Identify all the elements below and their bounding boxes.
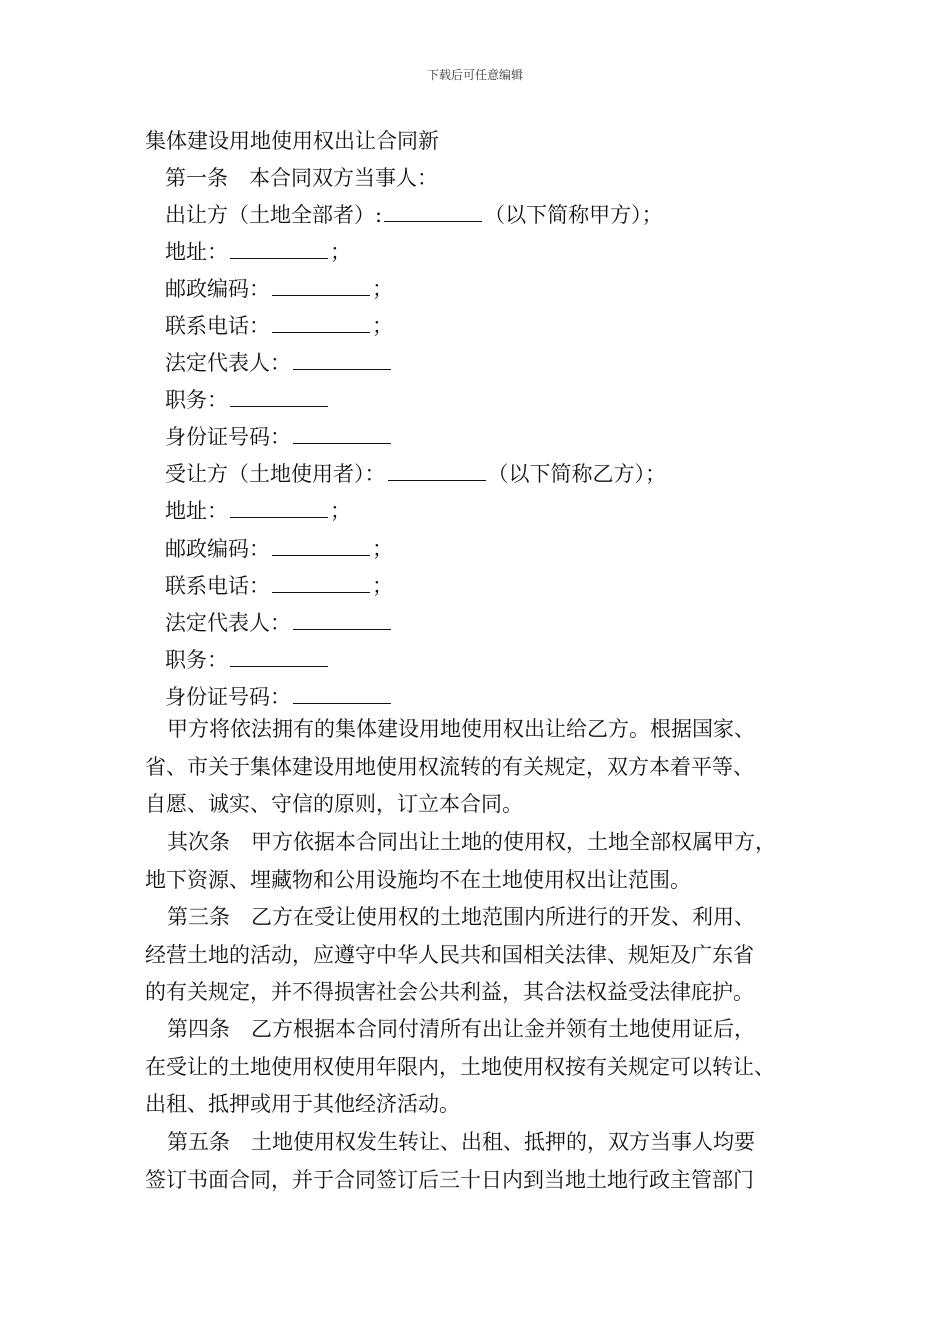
party-a-legal-rep <box>165 347 393 377</box>
paragraph-line: 地下资源、埋藏物和公用设施均不在土地使用权出让范围。 <box>145 867 691 892</box>
party-b-address-label: 地址： <box>165 499 228 523</box>
party-b-id <box>165 681 393 711</box>
paragraph-article2 <box>145 824 835 899</box>
party-a-phone <box>165 310 393 340</box>
semicolon: ； <box>330 499 351 523</box>
party-b-legal-rep-blank[interactable] <box>293 609 391 630</box>
paragraph-article3 <box>145 899 835 1012</box>
article1-heading: 第一条 本合同双方当事人： <box>165 166 438 190</box>
party-a-address-label: 地址： <box>165 240 228 264</box>
party-a-postal-blank[interactable] <box>272 275 370 296</box>
paragraph-line: 省、市关于集体建设用地使用权流转的有关规定，双方本着平等、 <box>145 754 754 779</box>
party-b-id-label: 身份证号码： <box>165 685 291 709</box>
party-a-suffix: （以下简称甲方）； <box>484 203 663 227</box>
document-title: 集体建设用地使用权出让合同新 <box>145 129 439 153</box>
semicolon: ； <box>372 537 393 561</box>
party-a-position-label: 职务： <box>165 388 228 412</box>
party-b-line <box>165 458 666 488</box>
paragraph-line: 签订书面合同，并于合同签订后三十日内到当地土地行政主管部门 <box>145 1167 754 1192</box>
paragraph-line: 在受让的土地使用权使用年限内，土地使用权按有关规定可以转让、 <box>145 1054 775 1079</box>
party-b-legal-rep <box>165 607 393 637</box>
party-a-address <box>165 236 351 266</box>
party-a-position <box>165 384 330 414</box>
paragraph-line: 甲方将依法拥有的集体建设用地使用权出让给乙方。根据国家、 <box>167 717 755 741</box>
paragraph-line: 的有关规定，并不得损害社会公共利益，其合法权益受法律庇护。 <box>145 980 754 1004</box>
party-a-id-label: 身份证号码： <box>165 425 291 449</box>
party-b-position <box>165 644 330 674</box>
semicolon: ； <box>330 240 351 264</box>
party-b-label: 受让方（土地使用者）： <box>165 462 386 486</box>
paragraph-article5 <box>145 1124 835 1199</box>
party-a-label: 出让方（土地全部者）: <box>165 203 383 227</box>
paragraph-line: 第五条 土地使用权发生转让、出租、抵押的，双方当事人均要 <box>167 1130 755 1154</box>
party-b-id-blank[interactable] <box>293 683 391 704</box>
party-b-address <box>165 495 351 525</box>
party-a-line <box>165 199 663 229</box>
party-a-id-blank[interactable] <box>293 423 391 444</box>
paragraph-line: 出租、抵押或用于其他经济活动。 <box>145 1092 460 1116</box>
semicolon: ； <box>372 574 393 598</box>
party-a-id <box>165 421 393 451</box>
semicolon: ； <box>372 277 393 301</box>
paragraph-line: 第三条 乙方在受让使用权的土地范围内所进行的开发、利用、 <box>167 905 755 929</box>
paragraph-line: 其次条 甲方依据本合同出让土地的使用权，土地全部权属甲方， <box>167 830 776 854</box>
party-b-legal-rep-label: 法定代表人： <box>165 611 291 635</box>
paragraph-line: 自愿、诚实、守信的原则，订立本合同。 <box>145 792 523 816</box>
party-a-phone-blank[interactable] <box>272 312 370 333</box>
party-b-position-label: 职务： <box>165 648 228 672</box>
party-a-name-blank[interactable] <box>384 201 482 222</box>
party-a-position-blank[interactable] <box>230 386 328 407</box>
paragraph-line: 第四条 乙方根据本合同付清所有出让金并领有土地使用证后， <box>167 1017 755 1041</box>
party-b-phone <box>165 570 393 600</box>
header-note: 下载后可任意编辑 <box>426 68 523 82</box>
party-a-legal-rep-label: 法定代表人： <box>165 351 291 375</box>
paragraph-preamble <box>145 711 835 824</box>
party-a-postal-label: 邮政编码： <box>165 277 270 301</box>
party-a-phone-label: 联系电话： <box>165 314 270 338</box>
party-b-postal <box>165 533 393 563</box>
party-a-legal-rep-blank[interactable] <box>293 349 391 370</box>
party-b-position-blank[interactable] <box>230 646 328 667</box>
paragraph-article4 <box>145 1011 835 1124</box>
party-b-address-blank[interactable] <box>230 497 328 518</box>
party-b-suffix: （以下简称乙方）； <box>487 462 666 486</box>
party-a-address-blank[interactable] <box>230 238 328 259</box>
semicolon: ； <box>372 314 393 338</box>
party-b-name-blank[interactable] <box>388 460 486 481</box>
party-b-postal-blank[interactable] <box>272 535 370 556</box>
paragraph-line: 经营土地的活动，应遵守中华人民共和国相关法律、规矩及广东省 <box>145 942 754 967</box>
party-b-phone-blank[interactable] <box>272 572 370 593</box>
party-a-postal <box>165 273 393 303</box>
party-b-phone-label: 联系电话： <box>165 574 270 598</box>
party-b-postal-label: 邮政编码： <box>165 537 270 561</box>
